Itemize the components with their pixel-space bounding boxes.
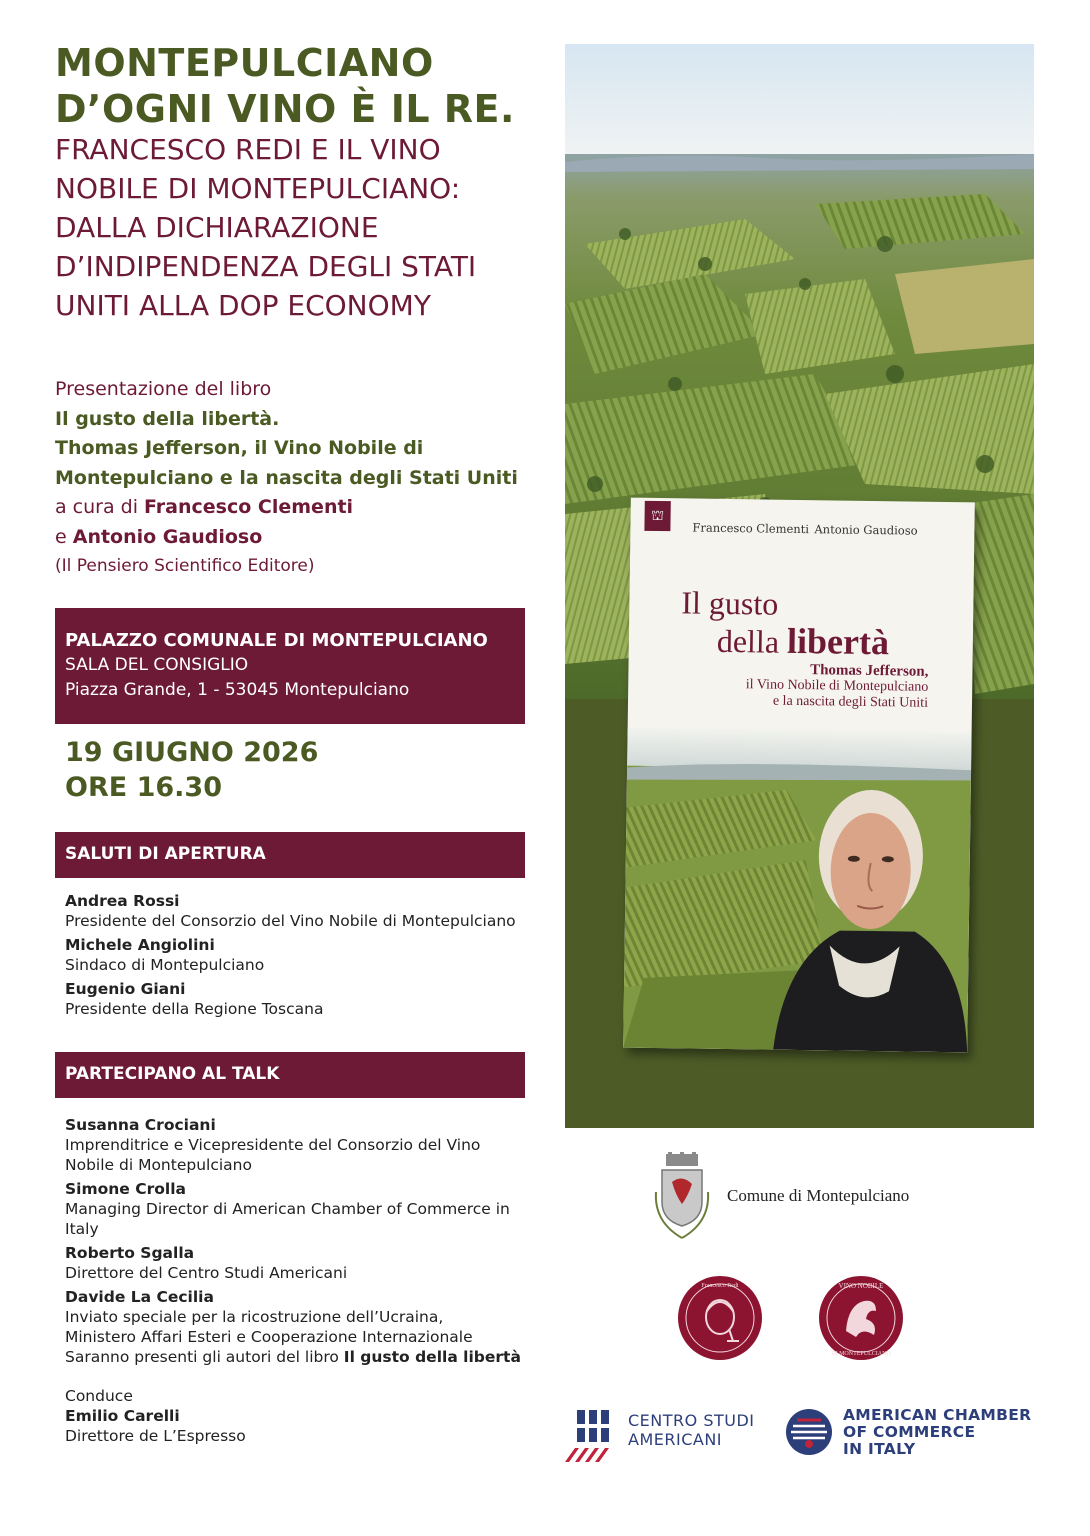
seal-2-text-top: VINO NOBILE	[838, 1282, 884, 1290]
presentation-intro: Presentazione del libro	[55, 378, 272, 400]
person-role: Imprenditrice e Vicepresidente del Consorzio del Vino	[65, 1136, 481, 1154]
cover-title-2b: libertà	[786, 620, 890, 663]
moderator	[65, 1386, 246, 1446]
cover-subtitle	[745, 661, 928, 712]
moderator-role: Direttore de L’Espresso	[65, 1427, 246, 1445]
person-name: Eugenio Giani	[65, 980, 186, 998]
authors-note-title: Il gusto della libertà	[343, 1348, 521, 1366]
person-name: Michele Angiolini	[65, 936, 215, 954]
cover-author-1: Francesco Clementi	[692, 520, 810, 537]
editor-1: Francesco Clementi	[144, 496, 354, 518]
jefferson-portrait-image	[623, 728, 971, 1053]
list-item	[65, 979, 535, 1019]
amcham-line-1: AMERICAN CHAMBER	[843, 1406, 1032, 1424]
talk-header: PARTECIPANO AL TALK	[55, 1052, 525, 1098]
venue-address: Piazza Grande, 1 - 53045 Montepulciano	[65, 680, 410, 700]
moderator-name: Emilio Carelli	[65, 1407, 180, 1425]
person-role: Sindaco di Montepulciano	[65, 956, 265, 974]
comune-crest-icon	[650, 1152, 714, 1244]
csa-line-2: AMERICANI	[628, 1430, 722, 1449]
cover-author-2: Antonio Gaudioso	[814, 522, 918, 538]
event-time: ORE 16.30	[65, 772, 222, 803]
editor-2: Antonio Gaudioso	[72, 525, 263, 548]
book-title: Il gusto della libertà.	[55, 407, 280, 430]
american-chamber-logo-icon	[785, 1408, 833, 1456]
cover-subtitle-1: Thomas Jefferson,	[810, 662, 929, 680]
event-datetime	[65, 735, 318, 805]
publisher: (Il Pensiero Scientifico Editore)	[55, 556, 315, 576]
person-role: Inviato speciale per la ricostruzione dell’Ucraina,	[65, 1308, 444, 1326]
list-item	[65, 1179, 535, 1239]
book-subtitle-1: Thomas Jefferson, il Vino Nobile di	[55, 437, 424, 459]
talk-list	[65, 1115, 535, 1351]
american-chamber-name	[843, 1407, 1031, 1458]
person-role: Presidente del Consorzio del Vino Nobile di Montepulciano	[65, 912, 516, 930]
person-role: Managing Director di American Chamber of Commerce in Italy	[65, 1200, 510, 1238]
list-item	[65, 1243, 535, 1283]
authors-note	[65, 1348, 521, 1366]
seal-2-text-bottom: DI MONTEPULCIANO	[831, 1351, 891, 1357]
and-prefix: e	[55, 525, 73, 548]
main-title	[55, 40, 535, 132]
cover-title-2a: della	[716, 622, 788, 660]
person-role: Presidente della Regione Toscana	[65, 1000, 324, 1018]
cover-title-1: Il gusto	[681, 584, 779, 622]
subtitle-line-1: FRANCESCO REDI E IL VINO	[55, 133, 441, 166]
curated-prefix: a cura di	[55, 496, 145, 518]
book-subtitle-2: Montepulciano e la nascita degli Stati Uniti	[55, 466, 518, 489]
vino-nobile-seal-icon	[818, 1275, 904, 1361]
amcham-line-3: IN ITALY	[843, 1440, 916, 1458]
person-name: Andrea Rossi	[65, 892, 180, 910]
curated-by	[55, 493, 545, 523]
subtitle-line-5: UNITI ALLA DOP ECONOMY	[55, 289, 431, 322]
list-item	[65, 1115, 535, 1175]
main-title-line-1: MONTEPULCIANO	[55, 41, 434, 85]
centro-studi-americani-name	[628, 1411, 755, 1449]
person-name: Simone Crolla	[65, 1180, 186, 1198]
list-item	[65, 1287, 535, 1347]
opening-list	[65, 891, 535, 1023]
main-title-line-2: D’OGNI VINO È IL RE.	[55, 87, 515, 131]
event-date: 19 GIUGNO 2026	[65, 737, 319, 768]
venue-room: SALA DEL CONSIGLIO	[65, 655, 249, 675]
subtitle-line-3: DALLA DICHIARAZIONE	[55, 211, 379, 244]
venue-name: PALAZZO COMUNALE DI MONTEPULCIANO	[65, 630, 488, 651]
person-role: Direttore del Centro Studi Americani	[65, 1264, 348, 1282]
cover-subtitle-3: e la nascita degli Stati Uniti	[772, 693, 929, 711]
subtitle-line-4: D’INDIPENDENZA DEGLI STATI	[55, 250, 477, 283]
cover-title-2	[717, 619, 890, 663]
person-role-cont: Nobile di Montepulciano	[65, 1156, 252, 1174]
person-role-cont: Ministero Affari Esteri e Cooperazione Internazionale	[65, 1328, 473, 1346]
book-presentation	[55, 375, 545, 582]
subtitle-line-2: NOBILE DI MONTEPULCIANO:	[55, 172, 461, 205]
csa-line-1: CENTRO STUDI	[628, 1411, 755, 1430]
moderator-label: Conduce	[65, 1387, 133, 1405]
curated-by-2	[55, 523, 545, 553]
seal-1-text: Francesco Redi	[701, 1283, 739, 1289]
venue-box	[55, 608, 525, 724]
book-cover	[623, 498, 975, 1053]
opening-header: SALUTI DI APERTURA	[55, 832, 525, 878]
cover-subtitle-2: il Vino Nobile di Montepulciano	[745, 677, 929, 695]
person-name: Susanna Crociani	[65, 1116, 216, 1134]
person-name: Davide La Cecilia	[65, 1288, 214, 1306]
person-name: Roberto Sgalla	[65, 1244, 195, 1262]
centro-studi-americani-logo-icon	[563, 1408, 615, 1464]
publisher-logo-icon: ⛫	[644, 501, 670, 531]
amcham-line-2: OF COMMERCE	[843, 1423, 976, 1441]
list-item	[65, 891, 535, 931]
subtitle	[55, 130, 535, 325]
list-item	[65, 935, 535, 975]
comune-name: Comune di Montepulciano	[727, 1186, 910, 1205]
authors-note-prefix: Saranno presenti gli autori del libro	[65, 1348, 344, 1366]
francesco-redi-seal-icon	[677, 1275, 763, 1361]
